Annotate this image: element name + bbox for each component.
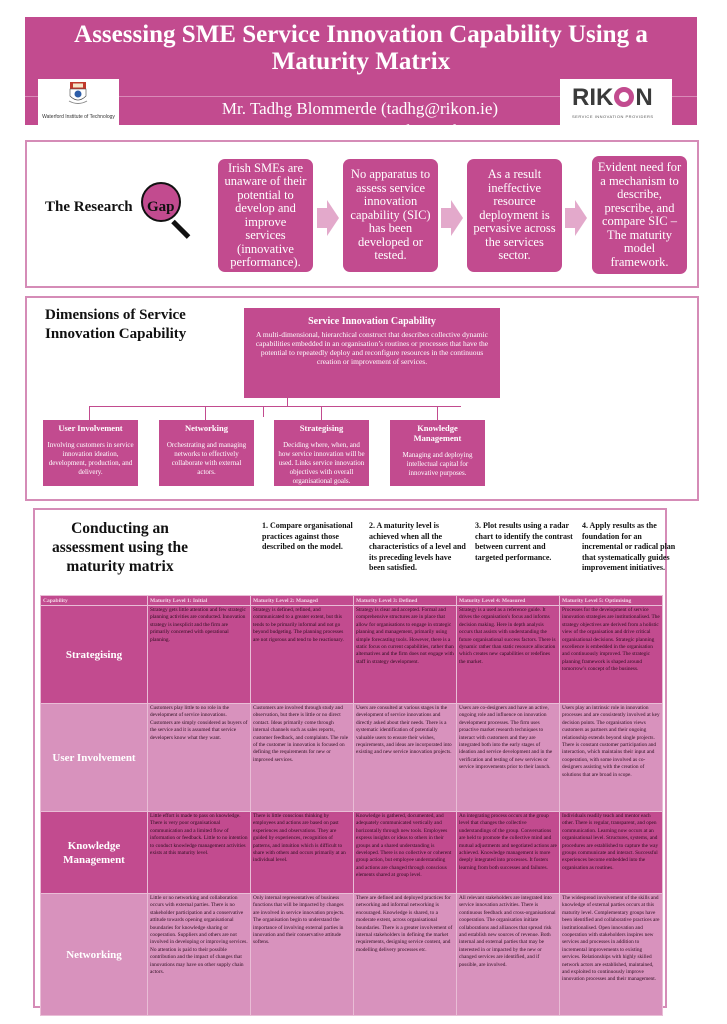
dimension-user-involvement xyxy=(43,420,138,486)
table-cell: Customers play little to no role in the development of service innovations. Customers are simply considered as buyers of the service and it is assumed that service developers know what they want. xyxy=(148,704,251,812)
dimension-description: Orchestrating and managing networks to effectively collaborate with external actors. xyxy=(166,441,247,476)
assessment-step-4: 4. Apply results as the foundation for an incremental or radical plan that systematically guides improvement initiatives. xyxy=(582,521,676,572)
tree-connector xyxy=(263,406,264,417)
gap-step-3: As a result ineffective resource deployment is pervasive across the services sector. xyxy=(467,159,562,272)
assessment-step-2: 2. A maturity level is achieved when all the characteristics of a level and its preceding levels have been satisfied. xyxy=(369,521,466,572)
crest-icon xyxy=(68,82,88,106)
author-name: Mr. Tadhg Blommerde (tadhg@rikon.ie) xyxy=(221,99,499,118)
tree-connector xyxy=(321,406,322,420)
table-cell: Knowledge is gathered, documented, and adequately communicated vertically and horizontally through new tools. Employees express insights or ideas to others in their groups and a shared understanding is developed. There is no collective or coherent group action, but employee understanding and actions are changed through conscious elements shared at group level. xyxy=(354,812,457,894)
dimension-strategising xyxy=(274,420,369,486)
table-cell: Individuals readily teach and mentor each other. There is regular, transparent, and open communication. Learning now occurs at an organisational level. Structures, systems, and procedures are established to capture the way groups communicate and interact. Successful experiences become embedded into the organisation as routines. xyxy=(560,812,663,894)
table-cell: Processes for the development of service innovation strategies are institutionalised. The strategy objectives are derived from a holistic view of the organisation and drive critical organisational decisions. Strategic planning excellence is embedded in the organisation and continuously improved. The strategic planning framework is shaped around tomorrow’s concept of the business. xyxy=(560,606,663,704)
capability-cell: User Involvement xyxy=(41,704,148,812)
rikon-tagline: SERVICE INNOVATION PROVIDERS xyxy=(572,114,654,119)
table-cell: Users are co-designers and have an active, ongoing role and influence on innovation development processes. The firm uses proactive market research techniques to interact with customers and they are integrated both into the early stages of ideation and service development and in the verification and testing of new services or service improvements prior to their launch. xyxy=(457,704,560,812)
capability-cell: Knowledge Management xyxy=(41,812,148,894)
column-header: Maturity Level 2: Managed xyxy=(251,596,354,606)
rikon-wordmark: RIK N xyxy=(572,84,653,111)
assessment-title: Conducting an assessment using the maturity matrix xyxy=(51,520,189,575)
table-cell: All relevant stakeholders are integrated into service innovation activities. There is continuous feedback and cross-organisational cooperation. The organisation initiate collaborations and alliances that spread risk and establish new sources of revenue. Both internal and external parties that may be interested in or impacted by the new or changed services are identified, and if possible, are involved. xyxy=(457,894,560,1016)
table-cell: Strategy is defined, refined, and communicated to a greater extent, but this tends to be primarily informal and not go beyond budgeting. The planning processes are not rigorous and tend to be reactionary. xyxy=(251,606,354,704)
maturity-matrix-table xyxy=(40,595,663,1016)
tree-connector xyxy=(437,406,438,420)
table-cell: Only internal representatives of business functions that will be impacted by changes are involved in service innovation projects. The organisation begin to understand the importance of involving external parties in innovation and their conservative attitude softens. xyxy=(251,894,354,1016)
dimension-description: Deciding where, when, and how service innovation will be used. Links service innovation objectives with overall organisational goals. xyxy=(278,441,365,485)
table-header-row xyxy=(41,596,663,606)
gap-step-2: No apparatus to assess service innovation capability (SIC) has been developed or tested. xyxy=(343,159,438,272)
dimension-description: Managing and deploying intellectual capital for innovative purposes. xyxy=(402,451,473,477)
dimension-title: Networking xyxy=(185,423,228,433)
table-row xyxy=(41,606,663,704)
supervisor-name: Supervisor: Dr. Patrick Lynch xyxy=(258,121,462,140)
dimensions-title: Dimensions of Service Innovation Capability xyxy=(45,307,187,342)
table-cell: Strategy is clear and accepted. Formal and comprehensive structures are in place that allow for organisations to engage in strategic planning and management, primarily using simple forecasting tools. However, there is a static focus on current capabilities, rather than alternatives and the firm does not engage with staff in strategy development. xyxy=(354,606,457,704)
table-cell: Users play an intrinsic role in innovation processes and are consistently involved at key decision points. The organisation views customers as partners and their ongoing relationship extends beyond single projects. There is constant customer participation and interaction, which maintains their input and cooperation, with some involved as co-designers assisting with the creation of solutions that are broad in scope. xyxy=(560,704,663,812)
capability-cell: Networking xyxy=(41,894,148,1016)
column-header: Maturity Level 1: Initial xyxy=(148,596,251,606)
table-cell: Strategy is a used as a reference guide. It drives the organisation's focus and informs decision making. Here in depth analysis occurs that assists with understanding the future organisational success factors. There is dynamic rather than static resource allocation which creates new capabilities or redefines the market. xyxy=(457,606,560,704)
column-header: Maturity Level 3: Defined xyxy=(354,596,457,606)
poster-title: Assessing SME Service Innovation Capability Using a Maturity Matrix xyxy=(74,21,648,75)
magnifier-handle xyxy=(171,220,190,239)
research-gap-highlight: Gap xyxy=(147,199,175,215)
wit-logo xyxy=(38,79,119,125)
research-gap-title: The Research xyxy=(45,199,133,215)
table-cell: Little effort is made to pass on knowledge. There is very poor organisational communication and a limited flow of information or feedback. Little to no intention to conduct knowledge management activities exists at this maturity level. xyxy=(148,812,251,894)
dimension-knowledge-management xyxy=(390,420,485,486)
author-block xyxy=(165,98,555,142)
column-header: Maturity Level 5: Optimising xyxy=(560,596,663,606)
table-cell: Users are consulted at various stages in the development of service innovations and directly asked about their needs. There is a systematic identification of potentially valuable users to ensure their wishes, requirements, and ideas are incorporated into existing and new service innovation projects. xyxy=(354,704,457,812)
maturity-matrix-panel xyxy=(33,508,676,1008)
assessment-step-3: 3. Plot results using a radar chart to identify the contrast between current and targeted performance. xyxy=(475,521,573,562)
tree-connector xyxy=(205,406,206,420)
sic-root-title: Service Innovation Capability xyxy=(308,316,436,327)
rikon-logo xyxy=(560,79,672,125)
column-header: Capability xyxy=(41,596,148,606)
dimension-title: Strategising xyxy=(299,423,344,433)
dimension-title: Knowledge Management xyxy=(413,423,462,443)
tree-connector xyxy=(89,406,461,407)
tree-connector xyxy=(89,406,90,420)
column-header: Maturity Level 4: Measured xyxy=(457,596,560,606)
table-cell: There are defined and deployed practices for networking and informal networking is encouraged. Knowledge is shared, to a moderate extent, across organisational boundaries. There is a greater involvement of internal stakeholders in defining the market requirements, designing service content, and modelling delivery processes etc. xyxy=(354,894,457,1016)
table-cell: Little or no networking and collaboration occurs with external parties. There is no stakeholder participation and a conservative attitude towards opening organisational boundaries for knowledge sharing or cooperation. Suppliers and others are not involved in developing or improving services. No attention is paid to their possible contribution and the impact of changes that innovations may have on other supply chain actors. xyxy=(148,894,251,1016)
table-cell: There is little conscious thinking by employees and actions are based on past experiences and observations. They are guided by experiences, recognition of patterns, and intuition which is difficult to share with others and occurs primarily at an individual level. xyxy=(251,812,354,894)
capability-cell: Strategising xyxy=(41,606,148,704)
rikon-o-icon xyxy=(614,87,634,107)
table-cell: Customers are involved through study and observation, but there is little or no direct contact. Ideas primarily come through internal channels such as sales reports, customer feedback, and complaints. The role of the customer in innovation is focused on defining the requirements for new or improved services. xyxy=(251,704,354,812)
dimension-description: Involving customers in service innovation ideation, development, production, and delivery. xyxy=(47,441,134,476)
dimension-title: User Involvement xyxy=(58,423,123,433)
tree-connector xyxy=(287,398,288,406)
table-cell: Strategy gets little attention and few strategic planning activities are conducted. Innovation strategy is inexplicit and the firm are primarily concerned with operational planning. xyxy=(148,606,251,704)
table-cell: An integrating process occurs at the group level that changes the collective understandings of the group. Conversations are held to promote the collective mind and mutual adjustments and negotiated actions are achieved. Knowledge management is more deeply integrated into processes. It fosters learning from both successes and failures. xyxy=(457,812,560,894)
table-row xyxy=(41,812,663,894)
sic-root-box xyxy=(244,308,500,398)
table-row xyxy=(41,894,663,1016)
dimensions-panel xyxy=(25,296,699,501)
table-row xyxy=(41,704,663,812)
table-cell: The widespread involvement of the skills and knowledge of external parties occurs at this maturity level. Complementary groups have been identified and collaborative practices are institutionalised. Open innovation and cooperation with stakeholders inspires new services and processes in addition to incremental improvements to existing services. Relationships with highly skilled network actors are established, maintained, and exploited to continuously improve innovation processes and their management. xyxy=(560,894,663,1016)
sic-root-description: A multi-dimensional, hierarchical construct that describes collective dynamic capabilities embedded in an organisation’s routines or processes that have the potential to repeatedly deploy and reconfigure resources in the continuous creation or improvement of services. xyxy=(255,330,489,366)
gap-step-4: Evident need for a mechanism to describe, prescribe, and compare SIC – The maturity model framework. xyxy=(592,156,687,274)
research-gap-panel xyxy=(25,140,699,288)
gap-step-1: Irish SMEs are unaware of their potential to develop and improve services (innovative performance). xyxy=(218,159,313,272)
wit-logo-text: Waterford Institute of Technology xyxy=(42,114,115,120)
assessment-step-1: 1. Compare organisational practices against those described on the model. xyxy=(262,521,353,551)
dimension-networking xyxy=(159,420,254,486)
